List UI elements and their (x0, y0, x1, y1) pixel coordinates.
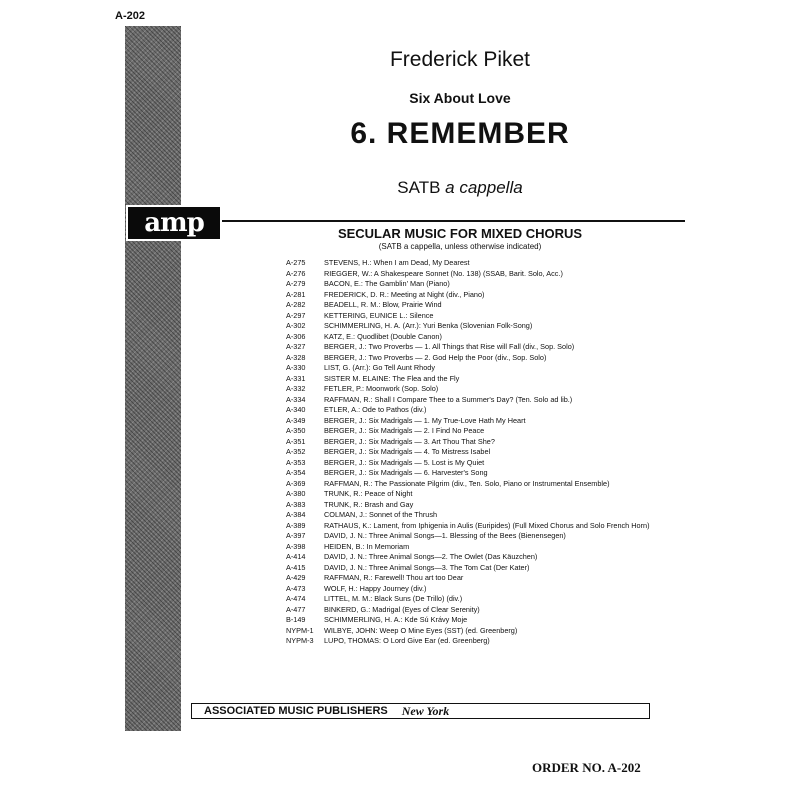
item-code: A-306 (286, 331, 306, 341)
item-code: A-275 (286, 258, 306, 267)
item-description: WOLF, H.: Happy Journey (div.) (324, 583, 427, 593)
item-code: A-477 (286, 604, 306, 614)
list-item (286, 300, 658, 309)
list-item (286, 258, 658, 267)
publisher-city: New York (401, 703, 450, 718)
item-code: A-332 (286, 384, 306, 393)
item-code: A-473 (286, 583, 306, 593)
item-code: A-351 (286, 436, 306, 446)
voicing-italic: a cappella (445, 178, 523, 197)
list-item (286, 531, 658, 540)
list-heading: SECULAR MUSIC FOR MIXED CHORUS (337, 226, 583, 241)
list-item (286, 458, 658, 467)
item-description: BERGER, J.: Two Proverbs — 2. God Help the Poor (div., Sop. Solo) (324, 352, 547, 362)
amp-logo: amp (126, 205, 222, 241)
item-code: A-474 (286, 594, 306, 603)
item-description: RAFFMAN, R.: Shall I Compare Thee to a Summer's Day? (Ten. Solo ad lib.) (324, 394, 573, 404)
composer-name: Frederick Piket (389, 48, 531, 71)
list-item (286, 374, 658, 383)
publisher-box (191, 703, 650, 719)
item-description: RATHAUS, K.: Lament, from Iphigenia in Aulis (Euripides) (Full Mixed Chorus and Solo French Horn) (324, 520, 650, 530)
item-description: HEIDEN, B.: In Memoriam (324, 541, 410, 551)
list-item (286, 594, 658, 603)
item-description: BERGER, J.: Six Madrigals — 3. Art Thou That She? (324, 436, 495, 446)
item-description: DAVID, J. N.: Three Animal Songs—1. Blessing of the Bees (Bienensegen) (324, 531, 566, 540)
item-description: RAFFMAN, R.: Farewell! Thou art too Dear (324, 573, 464, 582)
list-item (286, 584, 658, 593)
item-description: BERGER, J.: Six Madrigals — 2. I Find No Peace (324, 426, 485, 435)
list-item (286, 605, 658, 614)
list-item (286, 342, 658, 351)
list-item (286, 405, 658, 414)
item-code: A-414 (286, 552, 306, 561)
item-code: A-354 (286, 468, 306, 477)
item-code: A-279 (286, 279, 306, 288)
list-item (286, 269, 658, 278)
item-description: BINKERD, G.: Madrigal (Eyes of Clear Serenity) (324, 604, 480, 614)
item-description: DAVID, J. N.: Three Animal Songs—2. The Owlet (Das Käuzchen) (324, 552, 538, 561)
item-code: NYPM-1 (286, 625, 314, 635)
item-code: A-383 (286, 499, 306, 509)
item-code: A-282 (286, 300, 306, 309)
list-item (286, 563, 658, 572)
list-item (286, 479, 658, 488)
item-code: A-398 (286, 541, 306, 551)
list-item (286, 510, 658, 519)
item-description: BERGER, J.: Six Madrigals — 6. Harvester's Song (324, 468, 488, 477)
item-description: ETLER, A.: Ode to Pathos (div.) (324, 405, 427, 414)
list-item (286, 279, 658, 288)
item-description: WILBYE, JOHN: Weep O Mine Eyes (SST) (ed. Greenberg) (324, 625, 518, 635)
item-description: FETLER, P.: Moonwork (Sop. Solo) (324, 384, 439, 393)
piece-title: 6. REMEMBER (350, 117, 570, 150)
list-item (286, 426, 658, 435)
list-item (286, 416, 658, 425)
divider-rule (222, 220, 685, 222)
collection-title: Six About Love (409, 90, 511, 106)
list-item (286, 636, 658, 645)
list-item (286, 332, 658, 341)
item-code: A-340 (286, 405, 306, 414)
list-item (286, 384, 658, 393)
item-description: DAVID, J. N.: Three Animal Songs—3. The Tom Cat (Der Kater) (324, 562, 530, 572)
item-description: RIEGGER, W.: A Shakespeare Sonnet (No. 138) (SSAB, Barit. Solo, Acc.) (324, 268, 563, 278)
item-description: LIST, G. (Arr.): Go Tell Aunt Rhody (324, 363, 435, 372)
decorative-band (125, 26, 181, 731)
item-code: A-350 (286, 426, 306, 435)
item-code: A-415 (286, 562, 306, 572)
item-description: BERGER, J.: Six Madrigals — 4. To Mistress Isabel (324, 447, 491, 456)
list-item (286, 353, 658, 362)
catalog-code: A-202 (115, 10, 145, 22)
item-description: COLMAN, J.: Sonnet of the Thrush (324, 510, 438, 519)
item-description: SCHIMMERLING, H. A.: Kde Sú Krávy Moje (324, 615, 468, 624)
list-note: (SATB a cappella, unless otherwise indicated) (378, 242, 542, 251)
list-item (286, 321, 658, 330)
item-description: LITTEL, M. M.: Black Suns (De Trillo) (div.) (324, 594, 463, 603)
item-code: A-397 (286, 531, 306, 540)
item-code: A-328 (286, 352, 306, 362)
item-description: TRUNK, R.: Peace of Night (324, 489, 413, 498)
item-description: KATZ, E.: Quodlibet (Double Canon) (324, 331, 442, 341)
list-item (286, 500, 658, 509)
item-description: KETTERING, EUNICE L.: Silence (324, 310, 434, 320)
item-description: TRUNK, R.: Brash and Gay (324, 499, 414, 509)
item-description: FREDERICK, D. R.: Meeting at Night (div., Piano) (324, 289, 485, 299)
list-item (286, 552, 658, 561)
item-code: A-380 (286, 489, 306, 498)
item-code: A-302 (286, 321, 306, 330)
list-item (286, 363, 658, 372)
item-description: SISTER M. ELAINE: The Flea and the Fly (324, 373, 460, 383)
list-item (286, 447, 658, 456)
voicing-prefix: SATB (397, 178, 441, 197)
list-item (286, 542, 658, 551)
item-description: BERGER, J.: Two Proverbs — 1. All Things that Rise will Fall (div., Sop. Solo) (324, 342, 575, 351)
item-code: A-334 (286, 394, 306, 404)
item-code: A-369 (286, 478, 306, 488)
item-description: STEVENS, H.: When I am Dead, My Dearest (324, 258, 470, 267)
item-code: A-389 (286, 520, 306, 530)
item-code: A-352 (286, 447, 306, 456)
item-code: A-331 (286, 373, 306, 383)
list-item (286, 468, 658, 477)
catalog-list (286, 258, 658, 647)
list-item (286, 615, 658, 624)
item-description: BERGER, J.: Six Madrigals — 1. My True-Love Hath My Heart (324, 415, 526, 425)
item-code: NYPM-3 (286, 636, 314, 645)
item-description: LUPO, THOMAS: O Lord Give Ear (ed. Greenberg) (324, 636, 490, 645)
item-code: A-429 (286, 573, 306, 582)
publisher-name: ASSOCIATED MUSIC PUBLISHERS (204, 705, 388, 717)
item-code: A-349 (286, 415, 306, 425)
item-code: A-353 (286, 457, 306, 467)
item-description: SCHIMMERLING, H. A. (Arr.): Yuri Benka (Slovenian Folk-Song) (324, 321, 533, 330)
item-code: A-327 (286, 342, 306, 351)
list-item (286, 489, 658, 498)
list-item (286, 395, 658, 404)
list-item (286, 311, 658, 320)
list-item (286, 573, 658, 582)
item-code: B-149 (286, 615, 306, 624)
item-code: A-281 (286, 289, 306, 299)
item-code: A-384 (286, 510, 306, 519)
voicing (300, 178, 620, 198)
item-description: BERGER, J.: Six Madrigals — 5. Lost is My Quiet (324, 457, 485, 467)
item-description: BACON, E.: The Gamblin' Man (Piano) (324, 279, 450, 288)
list-item (286, 290, 658, 299)
item-code: A-276 (286, 268, 306, 278)
order-number: ORDER NO. A-202 (532, 760, 641, 775)
item-code: A-297 (286, 310, 306, 320)
list-item (286, 521, 658, 530)
list-item (286, 626, 658, 635)
item-description: RAFFMAN, R.: The Passionate Pilgrim (div., Ten. Solo, Piano or Instrumental Ensemble) (324, 478, 610, 488)
item-code: A-330 (286, 363, 306, 372)
item-description: BEADELL, R. M.: Blow, Prairie Wind (324, 300, 442, 309)
list-item (286, 437, 658, 446)
